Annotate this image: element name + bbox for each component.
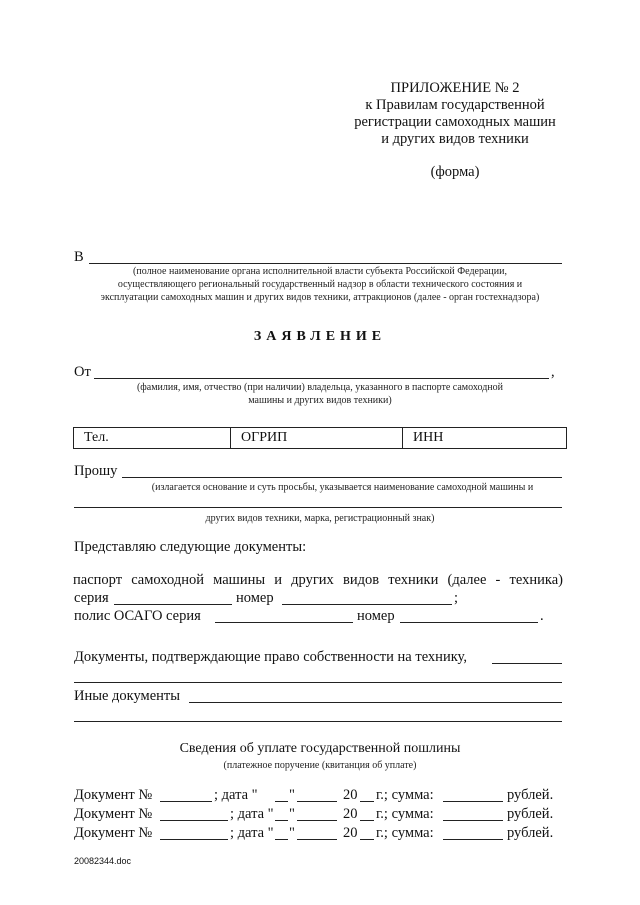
payment-doc-field[interactable] xyxy=(160,820,228,821)
payment-year-suffix: г.; сумма: xyxy=(376,787,434,803)
payment-sum-field[interactable] xyxy=(443,839,503,840)
other-docs-field-2[interactable] xyxy=(74,721,562,722)
series-end: ; xyxy=(454,590,459,606)
payment-doc-field[interactable] xyxy=(160,839,228,840)
file-name: 20082344.doc xyxy=(74,856,132,866)
series-field[interactable] xyxy=(114,604,232,605)
payment-date-quote: " xyxy=(289,806,295,822)
payment-year-suffix: г.; сумма: xyxy=(376,806,434,822)
request-note-1: (излагается основание и суть просьбы, указывается наименование самоходной машины и xyxy=(151,482,534,493)
payment-year-prefix: 20 xyxy=(343,825,358,841)
payment-doc-label: Документ № xyxy=(74,806,153,822)
payment-day-field[interactable] xyxy=(275,801,288,802)
tel-label: Тел. xyxy=(84,430,109,445)
tel-cell[interactable] xyxy=(74,428,231,448)
payment-year-prefix: 20 xyxy=(343,787,358,803)
form-label: (форма) xyxy=(430,164,480,180)
from-note-1: (фамилия, имя, отчество (при наличии) владельца, указанного в паспорте самоходной xyxy=(136,382,504,393)
to-note-3: эксплуатации самоходных машин и других видов техники, аттракционов (далее - орган гостехнадзора) xyxy=(100,292,540,303)
osago-series-field[interactable] xyxy=(215,622,353,623)
inn-label: ИНН xyxy=(413,430,444,445)
payment-month-field[interactable] xyxy=(297,820,337,821)
ogrip-label: ОГРИП xyxy=(241,430,288,445)
payment-date-label: ; дата " xyxy=(230,825,274,841)
from-field[interactable] xyxy=(94,378,549,379)
osago-number-label: номер xyxy=(357,608,395,624)
osago-number-field[interactable] xyxy=(400,622,538,623)
request-prefix: Прошу xyxy=(74,463,118,479)
other-docs-field[interactable] xyxy=(189,702,562,703)
appendix-subtitle-1: к Правилам государственной xyxy=(365,97,545,113)
payment-day-field[interactable] xyxy=(275,839,288,840)
to-prefix: В xyxy=(74,249,84,265)
appendix-subtitle-2: регистрации самоходных машин xyxy=(354,114,556,130)
request-field-2[interactable] xyxy=(74,507,562,508)
payment-year-field[interactable] xyxy=(360,801,374,802)
from-prefix: От xyxy=(74,364,91,380)
request-field[interactable] xyxy=(122,477,562,478)
payment-doc-field[interactable] xyxy=(160,801,212,802)
ogrip-cell[interactable] xyxy=(231,428,403,448)
payment-year-field[interactable] xyxy=(360,820,374,821)
payment-heading: Сведения об уплате государственной пошлины xyxy=(179,741,461,756)
payment-date-label: ; дата " xyxy=(230,806,274,822)
payment-year-suffix: г.; сумма: xyxy=(376,825,434,841)
payment-date-quote: " xyxy=(289,825,295,841)
from-note-2: машины и других видов техники) xyxy=(248,395,392,406)
number-field[interactable] xyxy=(282,604,452,605)
payment-currency: рублей. xyxy=(507,806,554,822)
payment-year-prefix: 20 xyxy=(343,806,358,822)
ownership-field[interactable] xyxy=(492,663,562,664)
payment-month-field[interactable] xyxy=(297,839,337,840)
payment-currency: рублей. xyxy=(507,825,554,841)
inn-cell[interactable] xyxy=(403,428,566,448)
payment-doc-label: Документ № xyxy=(74,825,153,841)
payment-date-quote: " xyxy=(289,787,295,803)
payment-currency: рублей. xyxy=(507,787,554,803)
payment-sum-field[interactable] xyxy=(443,820,503,821)
other-docs-label: Иные документы xyxy=(74,688,181,704)
contacts-table xyxy=(73,427,567,449)
payment-day-field[interactable] xyxy=(275,820,288,821)
appendix-subtitle-3: и других видов техники xyxy=(381,131,529,147)
request-note-2: других видов техники, марка, регистрационный знак) xyxy=(205,513,435,524)
payment-note: (платежное поручение (квитанция об уплате) xyxy=(223,760,417,771)
payment-year-field[interactable] xyxy=(360,839,374,840)
payment-doc-label: Документ № xyxy=(74,787,153,803)
to-note-2: осуществляющего региональный государственный надзор в области технического состояния и xyxy=(117,279,523,290)
osago-label: полис ОСАГО серия xyxy=(74,608,201,624)
document-title: ЗАЯВЛЕНИЕ xyxy=(253,329,387,344)
payment-date-label: ; дата " xyxy=(214,787,258,803)
ownership-field-2[interactable] xyxy=(74,682,562,683)
to-note-1: (полное наименование органа исполнительной власти субъекта Российской Федерации, xyxy=(133,266,507,277)
documents-heading: Представляю следующие документы: xyxy=(74,539,307,555)
payment-month-field[interactable] xyxy=(297,801,337,802)
passport-line: паспорт самоходной машины и других видов техники (далее - техника) xyxy=(73,572,563,588)
from-suffix: , xyxy=(551,364,555,380)
series-label: серия xyxy=(74,590,109,606)
osago-end: . xyxy=(540,608,544,624)
appendix-number: ПРИЛОЖЕНИЕ № 2 xyxy=(390,80,520,96)
ownership-label: Документы, подтверждающие право собственности на технику, xyxy=(74,649,467,665)
number-label: номер xyxy=(236,590,274,606)
payment-sum-field[interactable] xyxy=(443,801,503,802)
to-field[interactable] xyxy=(89,263,562,264)
